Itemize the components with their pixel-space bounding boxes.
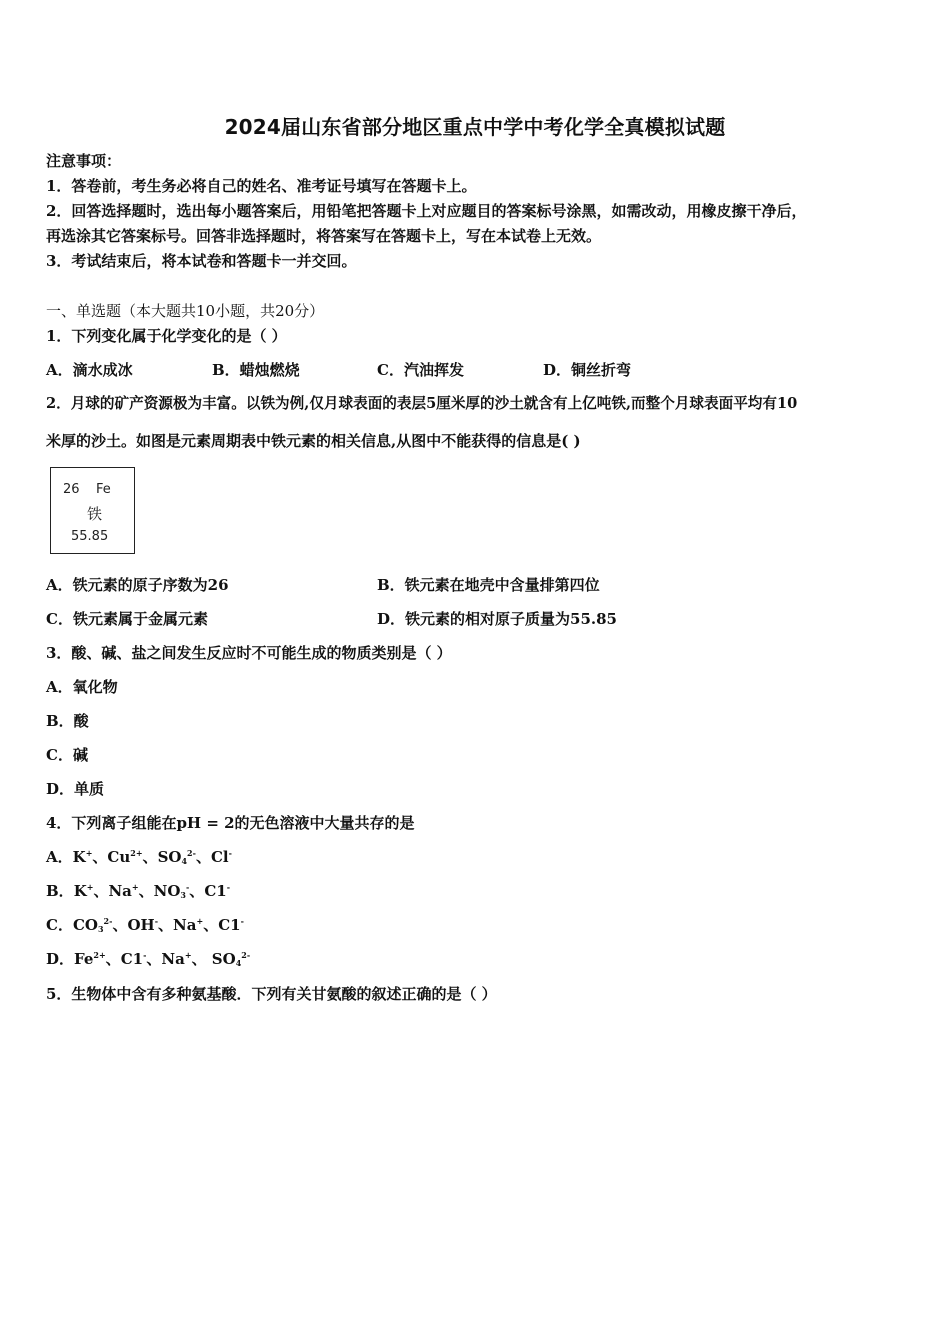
q3-option-d: D．单质 bbox=[46, 780, 105, 798]
iron-element-card bbox=[50, 467, 135, 554]
notice-item-2-cont: 再选涂其它答案标号。回答非选择题时，将答案写在答题卡上，写在本试卷上无效。 bbox=[46, 227, 602, 245]
q3-option-c: C．碱 bbox=[46, 746, 88, 764]
q3-option-a: A．氧化物 bbox=[46, 678, 118, 696]
q4-option-b: B．K+、Na+、$NO_3^-$、C1- bbox=[46, 882, 231, 900]
page-title: 2024届山东省部分地区重点中学中考化学全真模拟试题 bbox=[224, 115, 726, 139]
q4-stem: 4．下列离子组能在pH = 2的无色溶液中大量共存的是 bbox=[46, 814, 415, 832]
notice-item-1: 1．答卷前，考生务必将自己的姓名、准考证号填写在答题卡上。 bbox=[46, 177, 477, 195]
q1-option-d: D．铜丝折弯 bbox=[543, 361, 632, 379]
q3-option-b: B．酸 bbox=[46, 712, 89, 730]
q5-stem: 5．生物体中含有多种氨基酸．下列有关甘氨酸的叙述正确的是（ ） bbox=[46, 985, 497, 1003]
q2-option-d: D．铁元素的相对原子质量为55.85 bbox=[377, 610, 617, 628]
q2-option-b: B．铁元素在地壳中含量排第四位 bbox=[377, 576, 600, 594]
q4-option-d: D．$Fe^{2+}$、C1-、Na+、 $SO_4^{2-}$ bbox=[46, 950, 251, 968]
q3-stem: 3．酸、碱、盐之间发生反应时不可能生成的物质类别是（ ） bbox=[46, 644, 452, 662]
q2-stem-line2: 米厚的沙土。如图是元素周期表中铁元素的相关信息,从图中不能获得的信息是( ) bbox=[46, 432, 581, 450]
q2-stem-line1: 2．月球的矿产资源极为丰富。以铁为例,仅月球表面的表层5厘米厚的沙土就含有上亿吨铁,而整个月球表面平均有10 bbox=[46, 395, 798, 412]
q4-option-a: A．K+、$Cu^{2+}$、$SO_4^{2-}$、Cl- bbox=[46, 848, 232, 866]
element-symbol: Fe bbox=[96, 482, 111, 497]
notice-item-3: 3．考试结束后，将本试卷和答题卡一并交回。 bbox=[46, 252, 357, 270]
atomic-number: 26 bbox=[63, 482, 80, 497]
q4-option-c: C．$CO_3^{2-}$、OH-、Na+、C1- bbox=[46, 916, 244, 934]
section-heading: 一、单选题（本大题共10小题，共20分） bbox=[46, 302, 325, 320]
element-name: 铁 bbox=[87, 505, 103, 523]
q2-option-c: C．铁元素属于金属元素 bbox=[46, 610, 208, 628]
notice-heading: 注意事项： bbox=[46, 152, 122, 170]
q2-option-a: A．铁元素的原子序数为26 bbox=[46, 576, 229, 594]
q1-option-c: C．汽油挥发 bbox=[377, 361, 464, 379]
q1-option-a: A．滴水成冰 bbox=[46, 361, 133, 379]
atomic-mass: 55.85 bbox=[71, 529, 109, 544]
q1-stem: 1．下列变化属于化学变化的是（ ） bbox=[46, 327, 287, 345]
notice-item-2: 2．回答选择题时，选出每小题答案后，用铅笔把答题卡上对应题目的答案标号涂黑，如需改动，用橡皮擦干净后， bbox=[46, 202, 807, 220]
q1-option-b: B．蜡烛燃烧 bbox=[212, 361, 300, 379]
